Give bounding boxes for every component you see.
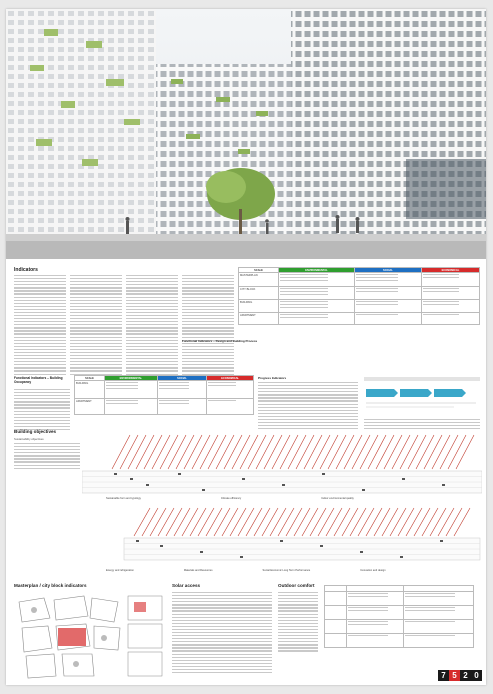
outdoor-body: [278, 592, 318, 654]
page-number-badge: [438, 670, 482, 681]
header-economical-2: ECONOMICAL: [207, 376, 254, 381]
solar-body: [172, 592, 272, 675]
row-building: BUILDING: [239, 300, 279, 313]
page-digit-3: 2: [460, 670, 471, 681]
header-environmental-2: ENVIRONMENTAL: [105, 376, 158, 381]
progress-flow-diagram: [364, 375, 480, 415]
indicators-body-col4: [182, 275, 234, 377]
poster: [6, 9, 486, 685]
progress-body: [258, 382, 358, 431]
legend-row-1: [106, 497, 354, 500]
progress-title: Progress Indicators: [258, 376, 287, 380]
row-apartment: APARTMENT: [239, 313, 279, 325]
legend-item-3: Indoor environmental quality: [321, 497, 354, 500]
masterplan-title: Masterplan / city block indicators: [14, 583, 87, 588]
row-building-2: BUILDING: [75, 381, 105, 399]
objectives-matrix-bottom: [14, 506, 482, 566]
objectives-title: Building objectives: [14, 429, 57, 434]
header-social-2: SOCIAL: [157, 376, 207, 381]
objectives-subtitle: Sustainability objectives: [14, 437, 44, 441]
header-environmental: ENVIRONMENTAL: [279, 268, 355, 273]
legend-item-7: Innovation and design: [360, 569, 386, 572]
objectives-matrix-top: [82, 429, 482, 494]
outdoor-title: Outdoor comfort: [278, 583, 315, 588]
indicators-body-col2: [70, 275, 122, 377]
fi-occupancy-title: Functional Indicators – Building Occupancy: [14, 376, 63, 384]
masterplan-detail: [126, 592, 166, 680]
header-scale: SCALE: [239, 268, 279, 273]
page-digit-2: 5: [449, 670, 460, 681]
legend-item-5: Materials and Resources: [183, 569, 213, 572]
scale-table-top: [238, 267, 480, 325]
fi-design-title: Functional Indicators – Design and Building Process: [182, 339, 258, 343]
header-economical: ECONOMICAL: [421, 268, 479, 273]
building-rendering-image: [6, 9, 486, 259]
hero-rendering: [6, 9, 486, 259]
row-city-block: CITY BLOCK: [239, 287, 279, 300]
legend-item-4: Energy and refrigeration: [106, 569, 134, 572]
header-scale-2: SCALE: [75, 376, 105, 381]
legend-row-2: [106, 569, 386, 572]
legend-item-6: Social Economic Long Term Performance: [262, 569, 311, 572]
indicators-body-col3: [126, 275, 178, 377]
row-masterplan: MASTERPLAN: [239, 273, 279, 287]
scale-table-middle: [74, 375, 254, 415]
row-apartment-2: APARTMENT: [75, 399, 105, 415]
indicators-body-col1: [14, 275, 66, 377]
outdoor-table: [324, 585, 474, 648]
fi-occupancy-body: [14, 389, 70, 432]
header-social: SOCIAL: [354, 268, 421, 273]
page-digit-4: 0: [471, 670, 482, 681]
indicators-title: Indicators: [14, 267, 38, 273]
legend-item-1: Sustainable form and typology: [106, 497, 141, 500]
masterplan-map: [14, 592, 124, 680]
legend-item-2: Climate efficiency: [220, 497, 242, 500]
page-digit-1: 7: [438, 670, 449, 681]
objectives-body: [14, 443, 80, 471]
solar-title: Solar access: [172, 583, 201, 588]
